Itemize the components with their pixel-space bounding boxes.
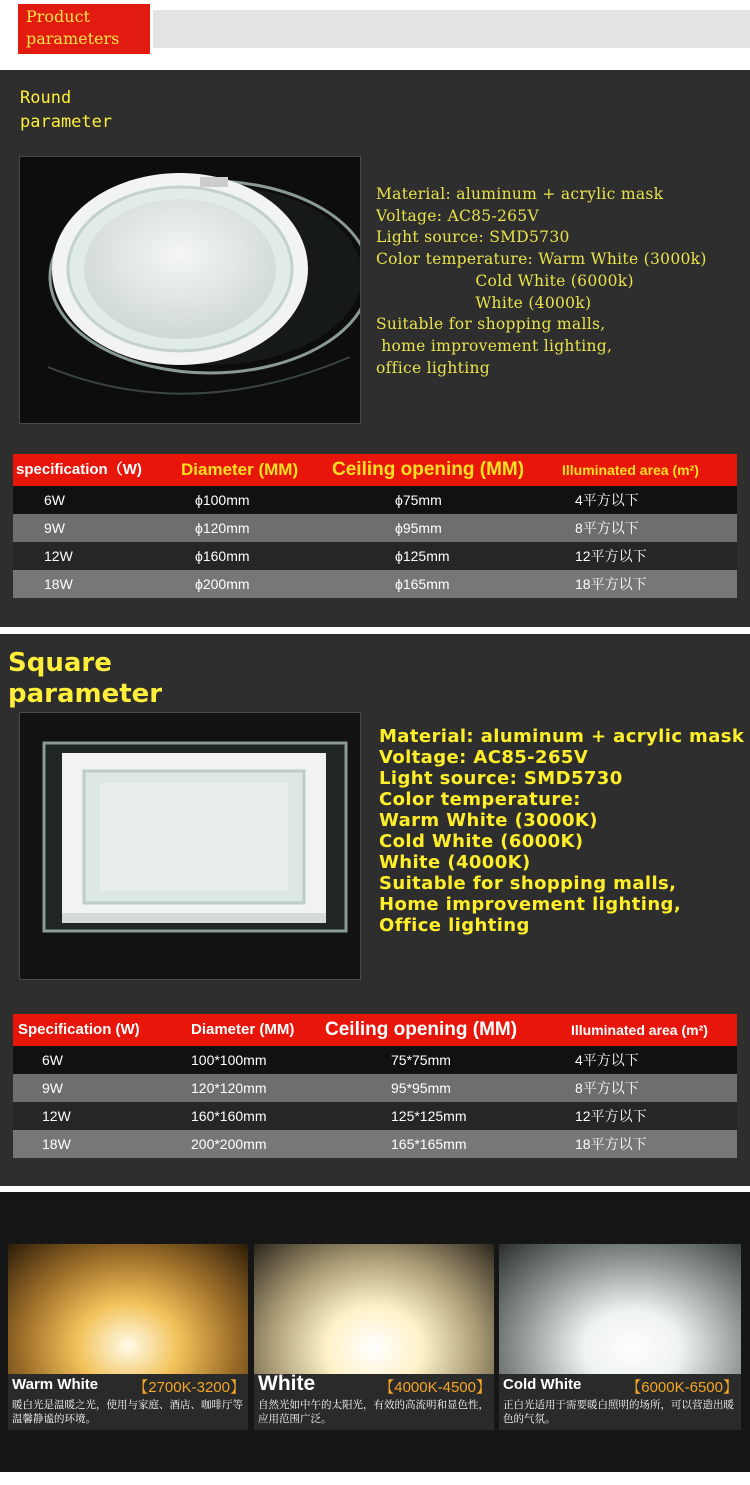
table-header: [13, 1014, 737, 1046]
table-header: [13, 454, 737, 486]
table-row: [13, 1046, 737, 1074]
white-glow-image: [254, 1244, 494, 1374]
cell-spec: 18W: [44, 576, 73, 592]
cell-area: 18平方以下: [575, 576, 647, 592]
cell-diameter: ϕ100mm: [195, 492, 250, 508]
color-card-white: [254, 1244, 494, 1430]
cell-diameter: ϕ120mm: [195, 520, 250, 536]
cell-opening: 125*125mm: [391, 1108, 467, 1124]
header-diameter: Diameter (MM): [181, 460, 299, 479]
round-title: Round parameter: [20, 88, 113, 132]
header-specification: Specification (W): [18, 1021, 140, 1038]
cell-diameter: 200*200mm: [191, 1136, 267, 1152]
cell-spec: 9W: [42, 1080, 63, 1096]
cell-opening: 95*95mm: [391, 1080, 451, 1096]
cell-opening: ϕ75mm: [395, 492, 442, 508]
color-description: 暖白光是温暖之光，使用与家庭、酒店、咖啡厅等温馨静谧的环境。: [12, 1399, 243, 1425]
color-range: 【6000K-6500】: [626, 1379, 738, 1396]
header-ceiling-opening: Ceiling opening (MM): [332, 459, 525, 480]
round-spec-table: [13, 454, 737, 598]
header-ceiling-opening: Ceiling opening (MM): [325, 1019, 518, 1040]
header-diameter: Diameter (MM): [191, 1021, 295, 1038]
color-description: 正白光适用于需要暖白照明的场所，可以营造出暖色的气氛。: [503, 1399, 734, 1425]
cell-spec: 12W: [44, 548, 73, 564]
cell-opening: ϕ165mm: [395, 576, 450, 592]
header-specification: specification（W): [16, 461, 142, 478]
square-parameter-section: [0, 634, 750, 1186]
color-name: Warm White: [12, 1376, 99, 1393]
page-header: [0, 0, 750, 58]
color-range: 【4000K-4500】: [379, 1379, 491, 1396]
table-row: [13, 486, 737, 514]
round-spec-text: Material: aluminum + acrylic mask Voltage: AC85-265V Light source: SMD5730 Color temperature: Warm White (3000k) Cold White (6000k) White (4000k) Suitable for shopping malls, home improvement lighting, office lighting: [376, 185, 707, 377]
table-row: [13, 1074, 737, 1102]
table-row: [13, 1130, 737, 1158]
header-bar: [150, 10, 750, 48]
color-temperature-section: [0, 1192, 750, 1472]
cold-white-glow-image: [499, 1244, 741, 1374]
cell-spec: 12W: [42, 1108, 71, 1124]
cell-area: 8平方以下: [575, 1080, 639, 1096]
cell-area: 18平方以下: [575, 1136, 647, 1152]
round-panel-photo: [19, 156, 361, 424]
color-range: 【2700K-3200】: [133, 1379, 245, 1396]
square-spec-table: [13, 1014, 737, 1158]
section-tag: Product parameters: [18, 4, 150, 54]
cell-area: 8平方以下: [575, 520, 639, 536]
cell-spec: 6W: [44, 492, 65, 508]
table-row: [13, 1102, 737, 1130]
round-panel-icon: [20, 157, 361, 424]
cell-diameter: 100*100mm: [191, 1052, 267, 1068]
square-panel-photo: [19, 712, 361, 980]
cell-area: 12平方以下: [575, 548, 647, 564]
square-spec-text: Material: aluminum + acrylic mask Voltage: AC85-265V Light source: SMD5730 Color temperature: Warm White (3000K) Cold White (6000K) White (4000K) Suitable for shopping malls, Home improvement lighting, Office lighting: [379, 726, 745, 936]
cell-diameter: 160*160mm: [191, 1108, 267, 1124]
cell-area: 4平方以下: [575, 1052, 639, 1068]
table-row: [13, 570, 737, 598]
table-row: [13, 514, 737, 542]
cell-spec: 6W: [42, 1052, 63, 1068]
cell-spec: 18W: [42, 1136, 71, 1152]
cell-opening: ϕ125mm: [395, 548, 450, 564]
cell-diameter: ϕ200mm: [195, 576, 250, 592]
color-card-caption: [8, 1374, 248, 1430]
square-title: Square parameter: [8, 648, 163, 709]
color-card-caption: [254, 1374, 494, 1430]
cell-opening: 75*75mm: [391, 1052, 451, 1068]
color-card-warm-white: [8, 1244, 248, 1430]
cell-diameter: ϕ160mm: [195, 548, 250, 564]
cell-opening: ϕ95mm: [395, 520, 442, 536]
color-description: 自然光如中午的太阳光，有效的高流明和显色性，应用范围广泛。: [258, 1399, 489, 1425]
square-panel-icon: [20, 713, 361, 980]
color-card-cold-white: [499, 1244, 741, 1430]
cell-area: 12平方以下: [575, 1108, 647, 1124]
cell-area: 4平方以下: [575, 492, 639, 508]
color-name: Cold White: [503, 1376, 582, 1393]
color-card-caption: [499, 1374, 741, 1430]
cell-spec: 9W: [44, 520, 65, 536]
table-row: [13, 542, 737, 570]
color-name: White: [258, 1372, 316, 1395]
header-illuminated-area: Illuminated area (m²): [562, 462, 699, 478]
header-illuminated-area: Illuminated area (m²): [571, 1022, 708, 1038]
cell-diameter: 120*120mm: [191, 1080, 267, 1096]
round-parameter-section: [0, 70, 750, 627]
cell-opening: 165*165mm: [391, 1136, 467, 1152]
warm-white-glow-image: [8, 1244, 248, 1374]
